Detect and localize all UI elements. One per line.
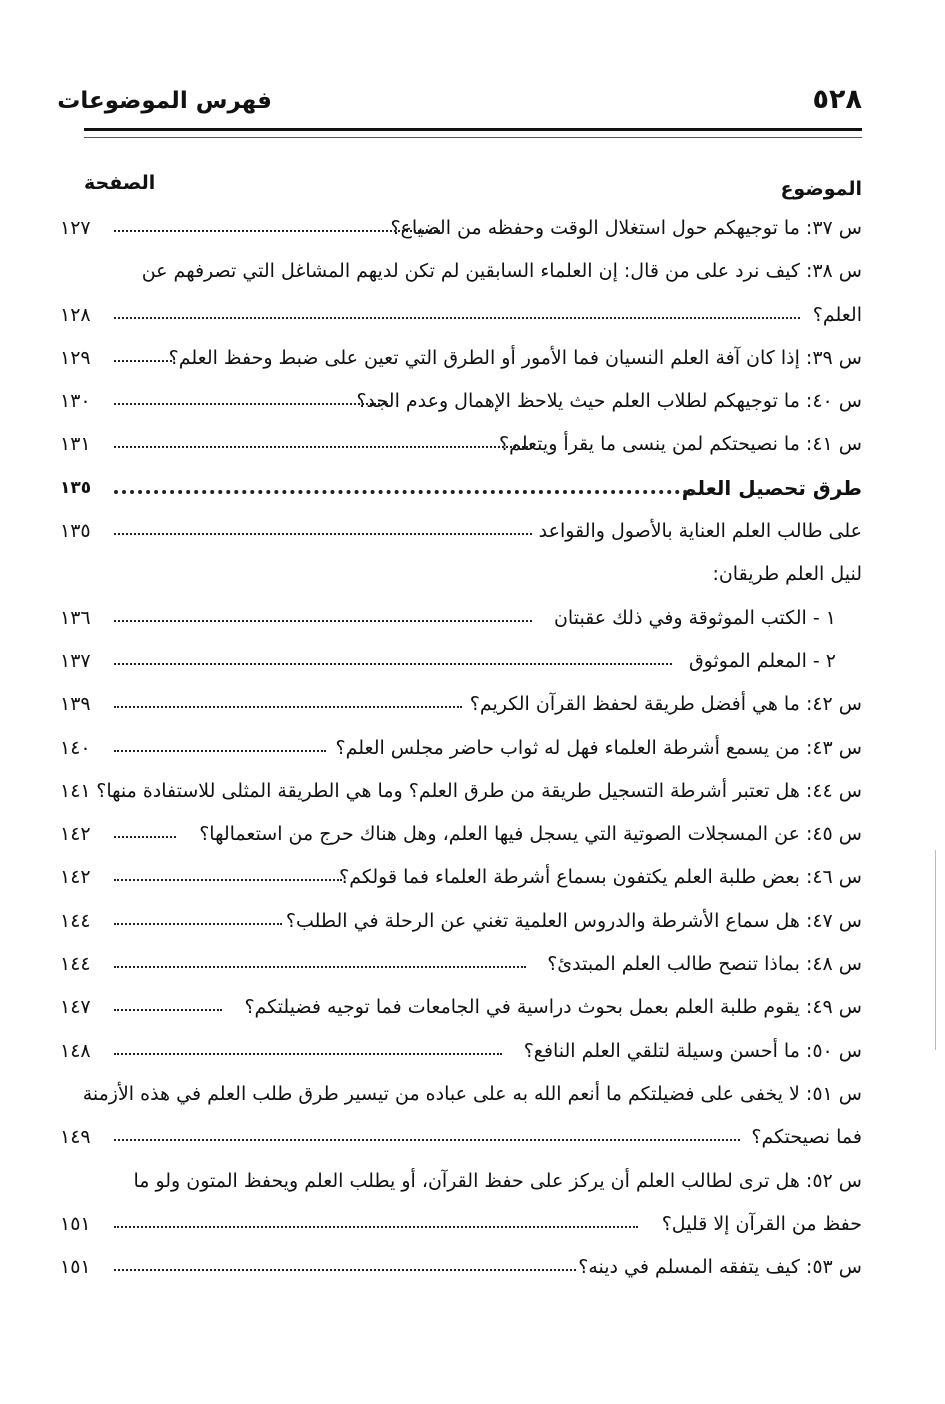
toc-entry bbox=[60, 337, 862, 380]
toc-subentry bbox=[60, 640, 862, 683]
page-number: ٥٢٨ bbox=[812, 84, 862, 115]
entry-page: ١٤٧ bbox=[60, 996, 91, 1019]
entry-text: العلم؟ bbox=[812, 303, 862, 326]
dot-leader bbox=[114, 360, 172, 362]
entry-text: س ٥٠: ما أحسن وسيلة لتلقي العلم النافع؟ bbox=[523, 1039, 862, 1062]
entry-page: ١٤٩ bbox=[60, 1126, 91, 1149]
entry-text: على طالب العلم العناية بالأصول والقواعد bbox=[538, 520, 862, 543]
toc-entry-continuation bbox=[60, 294, 862, 337]
toc-entry bbox=[60, 250, 862, 293]
entry-page: ١٣٠ bbox=[60, 390, 91, 413]
running-title: فهرس الموضوعات bbox=[57, 88, 272, 114]
entry-page: ١٥١ bbox=[60, 1212, 91, 1235]
entry-text: س ٤٣: من يسمع أشرطة العلماء فهل له ثواب حاضر مجلس العلم؟ bbox=[335, 736, 862, 759]
toc-entry bbox=[60, 1030, 862, 1073]
toc-entry bbox=[60, 900, 862, 943]
toc-entry bbox=[60, 770, 862, 813]
entry-page: ١٣٥ bbox=[60, 477, 92, 498]
entry-text: فما نصيحتكم؟ bbox=[751, 1126, 862, 1149]
entry-text: س ٤٧: هل سماع الأشرطة والدروس العلمية تغني عن الرحلة في الطلب؟ bbox=[285, 909, 862, 932]
entry-text: س ٤١: ما نصيحتكم لمن ينسى ما يقرأ ويتعلم؟ bbox=[499, 433, 862, 456]
entry-page: ١٢٨ bbox=[60, 303, 91, 326]
entry-text: س ٤٢: ما هي أفضل طريقة لحفظ القرآن الكريم؟ bbox=[469, 693, 862, 716]
entry-text: س ٣٧: ما توجيهكم حول استغلال الوقت وحفظه من الضياع؟ bbox=[390, 217, 862, 239]
entry-page: ١٣٧ bbox=[60, 649, 91, 672]
entry-page: ١٣٥ bbox=[60, 520, 91, 543]
dot-leader bbox=[114, 403, 388, 405]
entry-page: ١٤٨ bbox=[60, 1039, 91, 1062]
dot-leader bbox=[114, 620, 532, 622]
toc-entry bbox=[60, 856, 862, 899]
entry-page: ١٢٧ bbox=[60, 217, 91, 239]
entry-text: حفظ من القرآن إلا قليل؟ bbox=[661, 1212, 862, 1235]
toc-entry bbox=[60, 683, 862, 726]
dot-leader bbox=[114, 879, 342, 881]
entry-page: ١٤٤ bbox=[60, 953, 91, 976]
entry-page: ١٥١ bbox=[60, 1256, 91, 1279]
entry-page: ١٤٢ bbox=[60, 866, 91, 889]
entry-text: س ٤٨: بماذا تنصح طالب العلم المبتدئ؟ bbox=[547, 953, 862, 976]
entry-text: لنيل العلم طريقان: bbox=[712, 563, 862, 586]
dot-leader bbox=[114, 317, 800, 319]
scan-edge-mark bbox=[935, 850, 936, 1050]
section-heading-entry bbox=[60, 467, 862, 510]
toc-list bbox=[60, 207, 862, 1289]
toc-entry-continuation bbox=[60, 1203, 862, 1246]
dot-leader bbox=[114, 1009, 222, 1011]
toc-entry bbox=[60, 553, 862, 596]
entry-text: س ٥٣: كيف يتفقه المسلم في دينه؟ bbox=[578, 1256, 862, 1279]
entry-text: س ٤٠: ما توجيهكم لطلاب العلم حيث يلاحظ الإهمال وعدم الجد؟ bbox=[356, 390, 862, 413]
entry-page: ١٢٩ bbox=[60, 346, 91, 369]
toc-entry bbox=[60, 943, 862, 986]
dot-leader bbox=[114, 1226, 638, 1228]
dot-leader bbox=[114, 533, 532, 535]
dot-leader bbox=[114, 1139, 740, 1141]
entry-page: ١٣٦ bbox=[60, 606, 91, 629]
entry-text: ١ - الكتب الموثوقة وفي ذلك عقبتان bbox=[553, 606, 836, 629]
entry-text: ٢ - المعلم الموثوق bbox=[688, 649, 836, 672]
dot-leader bbox=[114, 663, 672, 665]
page-header bbox=[57, 84, 862, 131]
dot-leader bbox=[114, 490, 696, 494]
toc-entry bbox=[60, 510, 862, 553]
toc-entry bbox=[60, 1246, 862, 1289]
toc-entry bbox=[60, 1160, 862, 1203]
entry-page: ١٤١ bbox=[60, 779, 91, 802]
entry-text: س ٤٤: هل تعتبر أشرطة التسجيل طريقة من طرق العلم؟ وما هي الطريقة المثلى للاستفادة منها؟ bbox=[96, 779, 862, 802]
entry-text: س ٤٩: يقوم طلبة العلم بعمل بحوث دراسية في الجامعات فما توجيه فضيلتكم؟ bbox=[244, 996, 862, 1019]
header-rule bbox=[84, 137, 862, 138]
dot-leader bbox=[114, 923, 282, 925]
column-headings bbox=[84, 172, 862, 202]
entry-page: ١٣٩ bbox=[60, 693, 91, 716]
dot-leader bbox=[114, 1053, 502, 1055]
page-column-heading: الصفحة bbox=[84, 172, 156, 194]
toc-subentry bbox=[60, 597, 862, 640]
entry-page: ١٤٠ bbox=[60, 736, 91, 759]
dot-leader bbox=[114, 706, 462, 708]
entry-page: ١٤٤ bbox=[60, 909, 91, 932]
dot-leader bbox=[114, 446, 532, 448]
topic-column-heading: الموضوع bbox=[780, 178, 862, 200]
dot-leader bbox=[114, 836, 176, 838]
toc-entry bbox=[60, 423, 862, 466]
entry-text: س ٥٢: هل ترى لطالب العلم أن يركز على حفظ القرآن، أو يطلب العلم ويحفظ المتون ولو ما bbox=[133, 1169, 862, 1192]
toc-entry bbox=[60, 727, 862, 770]
dot-leader bbox=[114, 230, 440, 232]
toc-entry bbox=[60, 813, 862, 856]
toc-entry bbox=[60, 986, 862, 1029]
toc-entry bbox=[60, 380, 862, 423]
dot-leader bbox=[114, 750, 326, 752]
entry-page: ١٣١ bbox=[60, 433, 91, 456]
toc-entry-continuation bbox=[60, 1116, 862, 1159]
entry-text: س ٣٨: كيف نرد على من قال: إن العلماء السابقين لم تكن لديهم المشاغل التي تصرفهم عن bbox=[141, 260, 862, 283]
section-heading-text: طرق تحصيل العلم bbox=[681, 475, 862, 500]
dot-leader bbox=[114, 966, 526, 968]
entry-text: س ٤٦: بعض طلبة العلم يكتفون بسماع أشرطة العلماء فما قولكم؟ bbox=[339, 866, 862, 889]
entry-text: س ٥١: لا يخفى على فضيلتكم ما أنعم الله به على عباده من تيسير طرق طلب العلم في هذه الأزمنة bbox=[82, 1082, 862, 1105]
entry-text: س ٤٥: عن المسجلات الصوتية التي يسجل فيها العلم، وهل هناك حرج من استعمالها؟ bbox=[199, 823, 862, 846]
entry-page: ١٤٢ bbox=[60, 823, 91, 846]
entry-text: س ٣٩: إذا كان آفة العلم النسيان فما الأمور أو الطرق التي تعين على ضبط وحفظ العلم؟ bbox=[168, 346, 862, 369]
toc-entry bbox=[60, 207, 862, 250]
dot-leader bbox=[114, 1269, 576, 1271]
toc-entry bbox=[60, 1073, 862, 1116]
